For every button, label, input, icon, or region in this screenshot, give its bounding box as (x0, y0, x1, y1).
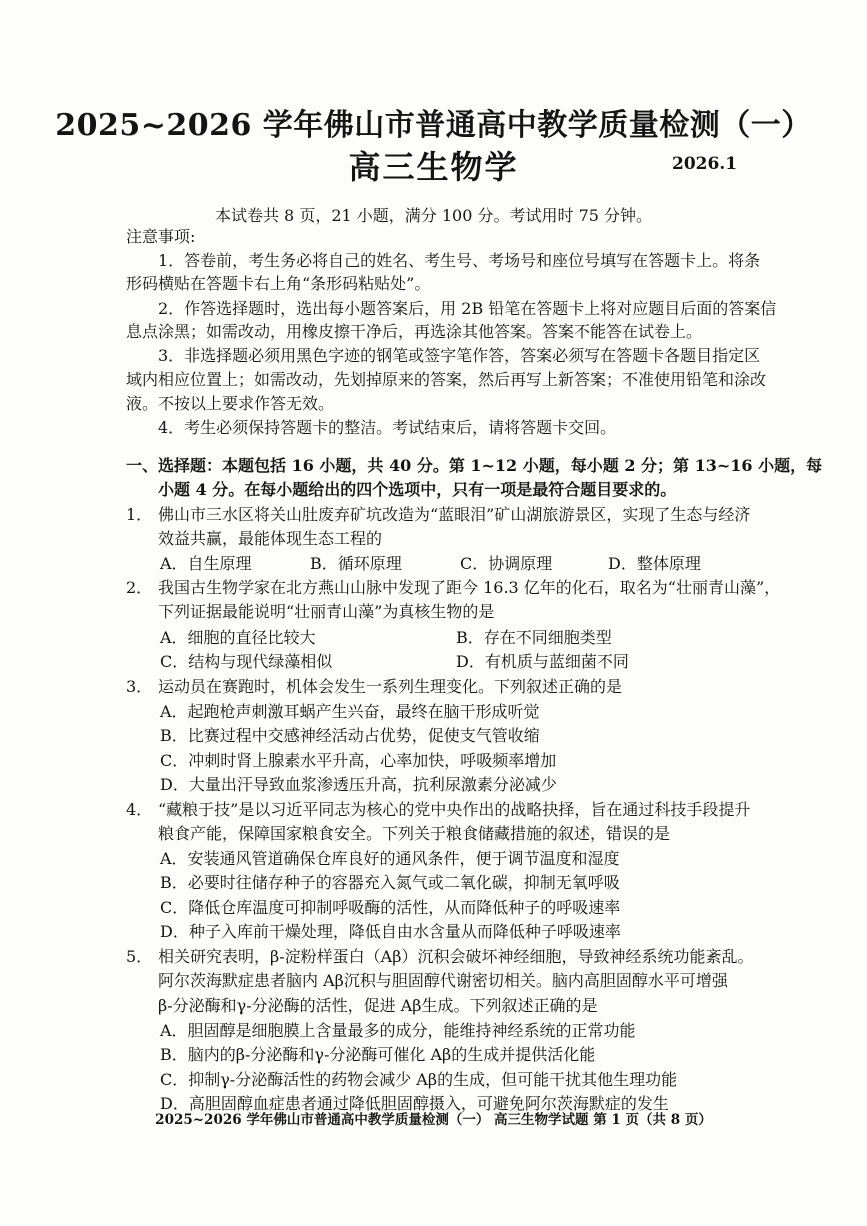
option-b: B．比赛过程中交感神经活动占优势，促使支气管收缩 (160, 726, 540, 745)
option-c: C．协调原理 (460, 554, 553, 573)
exam-info: 本试卷共 8 页，21 小题，满分 100 分。考试用时 75 分钟。 (214, 206, 653, 225)
subject-title: 高三生物学 (348, 148, 519, 186)
notice-line: 4．考生必须保持答题卡的整洁。考试结束后，请将答题卡交回。 (158, 418, 617, 437)
notice-line: 3．非选择题必须用黑色字迹的钢笔或签字笔作答，答案必须写在答题卡各题目指定区 (158, 346, 761, 365)
option-c: C．结构与现代绿藻相似 (160, 652, 333, 671)
notice-line: 2．作答选择题时，选出每小题答案后，用 2B 铅笔在答题卡上将对应题目后面的答案信 (158, 299, 777, 318)
option-d: D．大量出汗导致血浆渗透压升高，抗利尿激素分泌减少 (160, 775, 557, 794)
option-d: D．整体原理 (608, 554, 701, 573)
option-b: B．必要时往储存种子的容器充入氮气或二氧化碳，抑制无氧呼吸 (160, 873, 620, 892)
question-stem: 相关研究表明，β-淀粉样蛋白（Aβ）沉积会破坏神经细胞，导致神经系统功能紊乱。 (158, 947, 754, 966)
exam-date: 2026.1 (672, 154, 738, 174)
question-stem: “藏粮于技”是以习近平同志为核心的党中央作出的战略抉择，旨在通过科技手段提升 (158, 800, 751, 819)
notice-line: 息点涂黑；如需改动，用橡皮擦干净后，再选涂其他答案。答案不能答在试卷上。 (126, 322, 703, 341)
question-number: 3． (126, 677, 153, 696)
option-c: C．冲刺时肾上腺素水平升高，心率加快，呼吸频率增加 (160, 751, 557, 770)
notice-heading: 注意事项: (126, 227, 196, 246)
exam-title: 2025~2026 学年佛山市普通高中教学质量检测（一） (55, 108, 812, 143)
question-number: 4． (126, 800, 153, 819)
question-stem: β-分泌酶和γ-分泌酶的活性，促进 Aβ生成。下列叙述正确的是 (158, 996, 598, 1015)
question-number: 5． (126, 947, 153, 966)
option-a: A．细胞的直径比较大 (160, 628, 316, 647)
option-b: B．脑内的β-分泌酶和γ-分泌酶可催化 Aβ的生成并提供活化能 (160, 1045, 596, 1064)
question-stem: 阿尔茨海默症患者脑内 Aβ沉积与胆固醇代谢密切相关。脑内高胆固醇水平可增强 (158, 971, 728, 990)
notice-line: 形码横贴在答题卡右上角“条形码粘贴处”。 (126, 274, 431, 293)
option-d: D．有机质与蓝细菌不同 (456, 652, 629, 671)
question-number: 2． (126, 578, 153, 597)
notice-line: 1．答卷前，考生务必将自己的姓名、考生号、考场号和座位号填写在答题卡上。将条 (158, 251, 761, 270)
question-stem: 运动员在赛跑时，机体会发生一系列生理变化。下列叙述正确的是 (158, 677, 623, 696)
option-b: B．循环原理 (310, 554, 402, 573)
option-d: D．高胆固醇血症患者通过降低胆固醇摄入，可避免阿尔茨海默症的发生 (160, 1094, 669, 1113)
question-stem: 效益共赢，最能体现生态工程的 (158, 529, 383, 548)
option-d: D．种子入库前干燥处理，降低自由水含量从而降低种子呼吸速率 (160, 922, 621, 941)
question-stem: 我国古生物学家在北方燕山山脉中发现了距今 16.3 亿年的化石，取名为“壮丽青山藻”， (158, 578, 781, 597)
option-a: A．胆固醇是细胞膜上含量最多的成分，能维持神经系统的正常功能 (160, 1021, 636, 1040)
notice-line: 域内相应位置上；如需改动，先划掉原来的答案，然后再写上新答案；不准使用铅笔和涂改 (126, 370, 767, 389)
question-stem: 佛山市三水区将关山肚废弃矿坑改造为“蓝眼泪”矿山湖旅游景区，实现了生态与经济 (158, 505, 751, 524)
option-a: A．安装通风管道确保仓库良好的通风条件，便于调节温度和湿度 (160, 849, 620, 868)
option-b: B．存在不同细胞类型 (456, 628, 612, 647)
option-a: A．自生原理 (160, 554, 252, 573)
question-stem: 下列证据最能说明“壮丽青山藻”为真核生物的是 (158, 602, 495, 621)
notice-line: 液。不按以上要求作答无效。 (126, 394, 335, 413)
option-a: A．起跑枪声刺激耳蜗产生兴奋，最终在脑干形成听觉 (160, 702, 540, 721)
page-footer: 2025~2026 学年佛山市普通高中教学质量检测（一） 高三生物学试题 第 1 页（共 8 页） (155, 1112, 712, 1128)
section-heading: 小题 4 分。在每小题给出的四个选项中，只有一项是最符合题目要求的。 (158, 480, 677, 499)
question-number: 1． (126, 505, 153, 524)
question-stem: 粮食产能，保障国家粮食安全。下列关于粮食储藏措施的叙述，错误的是 (158, 824, 671, 843)
option-c: C．降低仓库温度可抑制呼吸酶的活性，从而降低种子的呼吸速率 (160, 898, 621, 917)
section-heading: 一、选择题：本题包括 16 小题，共 40 分。第 1~12 小题，每小题 2 分；第 13~16 小题，每 (126, 456, 823, 475)
option-c: C．抑制γ-分泌酶活性的药物会减少 Aβ的生成，但可能干扰其他生理功能 (160, 1070, 678, 1089)
